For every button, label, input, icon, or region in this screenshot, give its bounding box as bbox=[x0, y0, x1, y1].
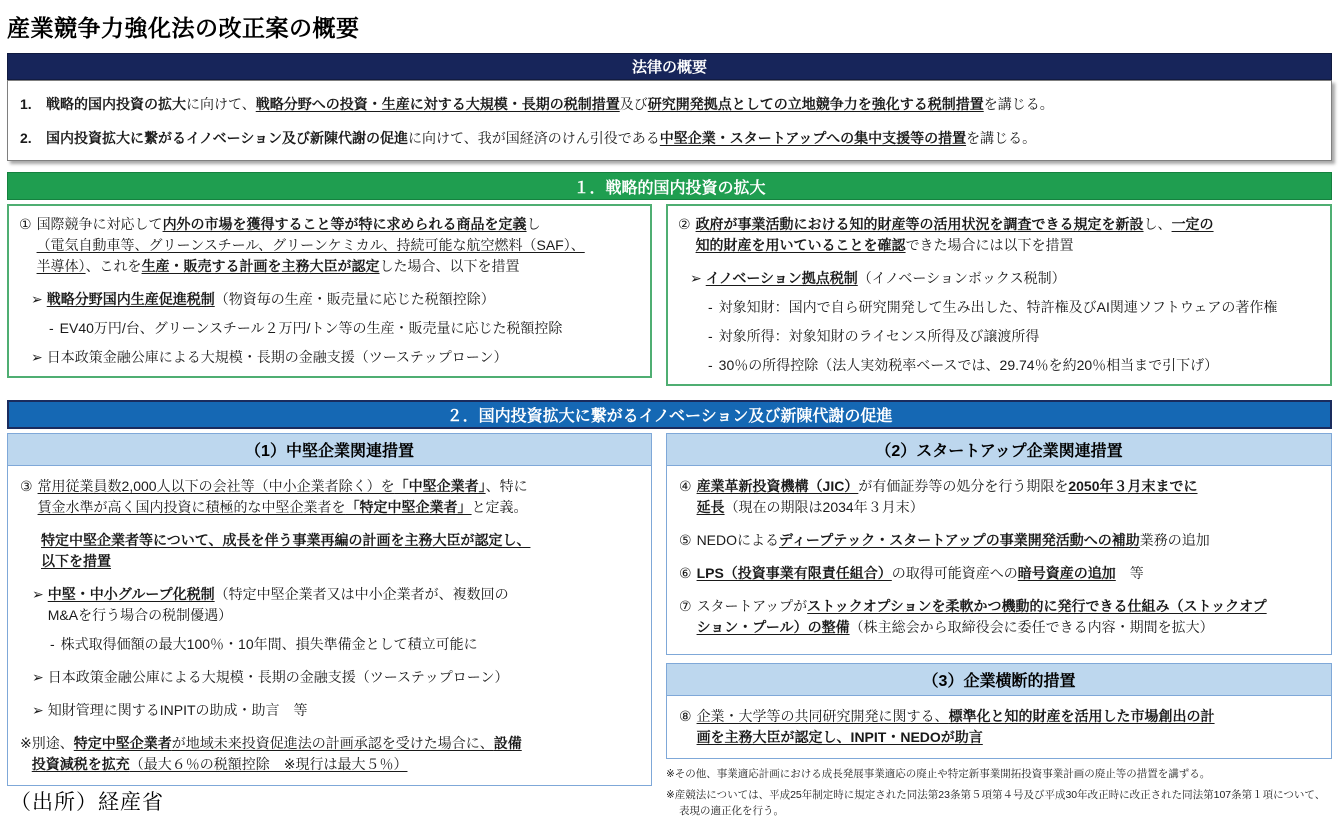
arrow-bullet-icon: ➢ bbox=[31, 291, 43, 308]
cross-company-item-1: ⑧ 企業・大学等の共同研究開発に関する、標準化と知的財産を活用した市場創出の計 画を主務大臣が認定し、INPIT・NEDOが助言 bbox=[679, 706, 1319, 748]
dash-icon: - bbox=[50, 636, 55, 653]
law-overview-header-label: 法律の概要 bbox=[631, 59, 707, 76]
cross-company-box bbox=[666, 663, 1332, 759]
dash-icon: - bbox=[49, 320, 54, 337]
page-title: 産業競争力強化法の改正案の概要 bbox=[7, 15, 360, 41]
startup-box bbox=[666, 433, 1332, 655]
ip-regulation-box bbox=[666, 204, 1332, 386]
section2-header-bar bbox=[7, 400, 1332, 429]
chuken-intro: ③ 常用従業員数2,000人以下の会社等（中小企業者除く）を「中堅企業者」、特に 賃金水準が高く国内投資に積極的な中堅企業者を「特定中堅企業者」と定義。 bbox=[20, 476, 639, 518]
section2-left-column bbox=[7, 433, 652, 786]
circled-number: ① bbox=[19, 216, 32, 233]
item-text: 国内投資拡大に繋がるイノベーション及び新陳代謝の促進に向けて、我が国経済のけん引役である中堅企業・スタートアップへの集中支援等の措置を講じる。 bbox=[46, 129, 1037, 146]
item-number: 2. bbox=[20, 129, 32, 146]
dash-icon: - bbox=[708, 357, 713, 374]
section2-row bbox=[7, 433, 1332, 824]
ip-sub-2: - 対象所得：対象知財のライセンス所得及び譲渡所得 bbox=[708, 326, 1320, 347]
startup-box-header: （2）スタートアップ企業関連措置 bbox=[667, 434, 1331, 466]
chuken-note: ※ 別途、特定中堅企業者が地域未来投資促進法の計画承認を受けた場合に、設備 投資減税を拡充（最大６％の税額控除 ※現行は最大５％） bbox=[20, 733, 639, 775]
circled-number: ⑥ bbox=[679, 565, 692, 582]
circled-number: ③ bbox=[20, 478, 33, 495]
startup-item-4: ⑦ スタートアップがストックオプションを柔軟かつ機動的に発行できる仕組み（ストックオプ ション・プール）の整備（株主総会から取締役会に委任できる内容・期間を拡大） bbox=[679, 596, 1319, 638]
footnote-1: ※その他、事業適応計画における成長発展事業適応の廃止や特定新事業開拓投資事業計画の廃止等の措置を講ずる。 bbox=[666, 768, 1211, 781]
section2-header-label: ２．国内投資拡大に繋がるイノベーション及び新陳代謝の促進 bbox=[446, 408, 893, 426]
circled-number: ② bbox=[678, 216, 691, 233]
strategic-products-box bbox=[7, 204, 652, 378]
section1-row bbox=[7, 204, 1332, 386]
chuken-box bbox=[7, 433, 652, 786]
chuken-box-body bbox=[8, 466, 651, 785]
arrow-bullet-icon: ➢ bbox=[32, 669, 44, 686]
chuken-bullet-3: ➢ 知財管理に関するINPITの助成・助言 等 bbox=[32, 700, 639, 721]
circled-number: ⑦ bbox=[679, 598, 692, 615]
footnote-2: ※産競法については、平成25年制定時に規定された同法第23条第５項第４号及び平成30年改正時に改正された同法第107条第１項について、表現の適正化を行う。 bbox=[666, 788, 1326, 817]
cross-company-box-header: （3）企業横断的措置 bbox=[667, 664, 1331, 696]
arrow-bullet-icon: ➢ bbox=[32, 702, 44, 719]
chuken-bullet-2: ➢ 日本政策金融公庫による大規模・長期の金融支援（ツーステップローン） bbox=[32, 667, 639, 688]
law-overview-header-bar bbox=[7, 53, 1332, 80]
ip-sub-3: - 30％の所得控除（法人実効税率ベースでは、29.74％を約20％相当まで引下げ） bbox=[708, 355, 1320, 376]
footnotes bbox=[666, 767, 1332, 819]
dash-icon: - bbox=[708, 299, 713, 316]
circled-number: ④ bbox=[679, 478, 692, 495]
startup-item-1: ④ 産業革新投資機構（JIC）が有価証券等の処分を行う期限を2050年３月末までに 延長（現在の期限は2034年３月末） bbox=[679, 476, 1319, 518]
startup-box-body bbox=[667, 466, 1331, 654]
arrow-bullet-icon: ➢ bbox=[32, 586, 44, 603]
products-bullet-2: ➢ 日本政策金融公庫による大規模・長期の金融支援（ツーステップローン） bbox=[31, 347, 640, 368]
products-intro: ① 国際競争に対応して内外の市場を獲得すること等が特に求められる商品を定義し （電気自動車等、グリーンスチール、グリーンケミカル、持続可能な航空燃料（SAF）、 半導体）、これを生産・販売する計画を主務大臣が認定した場合、以下を措置 bbox=[19, 214, 640, 277]
circled-number: ⑤ bbox=[679, 532, 692, 549]
products-sub-1: - EV40万円/台、グリーンスチール２万円/トン等の生産・販売量に応じた税額控除 bbox=[49, 318, 640, 339]
products-bullet-1: ➢ 戦略分野国内生産促進税制（物資毎の生産・販売量に応じた税額控除） bbox=[31, 289, 640, 310]
law-overview-box bbox=[7, 80, 1332, 161]
section1-header-bar bbox=[7, 172, 1332, 200]
ip-intro: ② 政府が事業活動における知的財産等の活用状況を調査できる規定を新設し、一定の 知的財産を用いていることを確認できた場合には以下を措置 bbox=[678, 214, 1320, 256]
note-mark-icon: ※ bbox=[20, 735, 32, 752]
startup-item-2: ⑤ NEDOによるディープテック・スタートアップの事業開発活動への補助業務の追加 bbox=[679, 530, 1319, 551]
chuken-plan: 特定中堅企業者等について、成長を伴う事業再編の計画を主務大臣が認定し、 以下を措置 bbox=[41, 532, 531, 570]
source-note: （出所）経産省 bbox=[10, 791, 164, 814]
item-text: 戦略的国内投資の拡大に向けて、戦略分野への投資・生産に対する大規模・長期の税制措置及び研究開発拠点としての立地競争力を強化する税制措置を講じる。 bbox=[46, 96, 1054, 112]
law-overview-item-2 bbox=[20, 129, 1319, 149]
startup-item-3: ⑥ LPS（投資事業有限責任組合）の取得可能資産への暗号資産の追加 等 bbox=[679, 563, 1319, 584]
ip-bullet-1: ➢ イノベーション拠点税制（イノベーションボックス税制） bbox=[690, 268, 1320, 289]
item-number: 1. bbox=[20, 96, 32, 112]
circled-number: ⑧ bbox=[679, 708, 692, 725]
chuken-bullet-1: ➢ 中堅・中小グループ化税制（特定中堅企業者又は中小企業者が、複数回の M&Aを行う場合の税制優遇） bbox=[32, 584, 639, 626]
section2-right-column bbox=[666, 433, 1332, 824]
dash-icon: - bbox=[708, 328, 713, 345]
cross-company-box-body bbox=[667, 696, 1331, 758]
ip-sub-1: - 対象知財：国内で自ら研究開発して生み出した、特許権及びAI関連ソフトウェアの著作権 bbox=[708, 297, 1320, 318]
section1-header-label: １．戦略的国内投資の拡大 bbox=[573, 179, 766, 197]
chuken-box-header: （1）中堅企業関連措置 bbox=[8, 434, 651, 466]
chuken-sub-1: - 株式取得価額の最大100％・10年間、損失準備金として積立可能に bbox=[50, 634, 639, 655]
arrow-bullet-icon: ➢ bbox=[31, 349, 43, 366]
arrow-bullet-icon: ➢ bbox=[690, 270, 702, 287]
law-overview-item-1 bbox=[20, 95, 1319, 115]
